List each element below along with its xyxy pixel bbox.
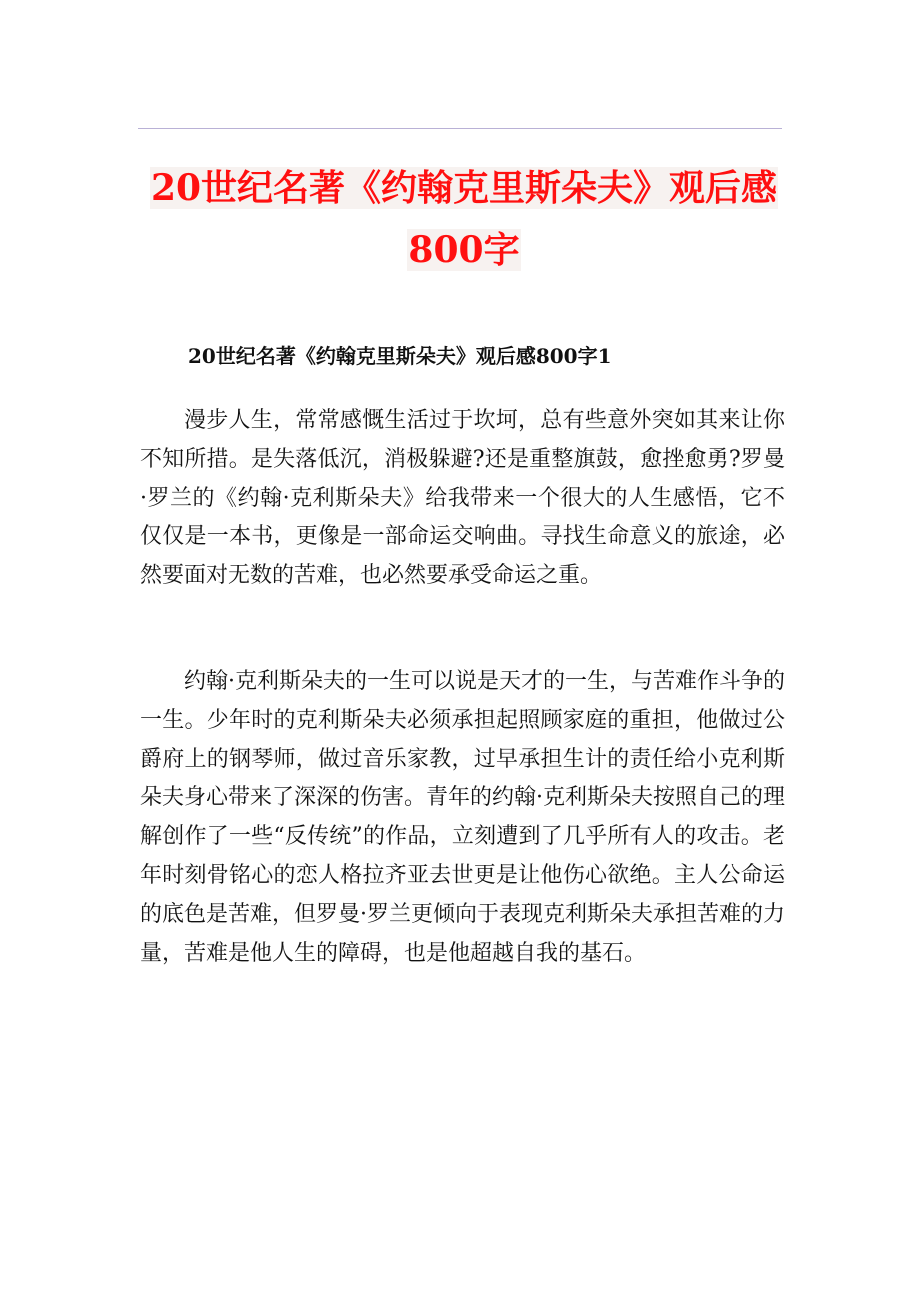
paragraph-1: 漫步人生，常常感慨生活过于坎坷，总有些意外突如其来让你不知所措。是失落低沉，消极躲避?还是重整旗鼓，愈挫愈勇?罗曼·罗兰的《约翰·克利斯朵夫》给我带来一个很大的人生感悟，它不仅仅是一本书，更像是一部命运交响曲。寻找生命意义的旅途，必然要面对无数的苦难，也必然要承受命运之重。 <box>140 408 785 589</box>
page-title-text: 20世纪名著《约翰克里斯朵夫》观后感800字 <box>150 167 778 271</box>
top-divider <box>138 128 782 129</box>
section-heading: 20世纪名著《约翰克里斯朵夫》观后感800字1 <box>188 344 612 368</box>
page-title <box>139 157 789 281</box>
paragraph-2: 约翰·克利斯朵夫的一生可以说是天才的一生，与苦难作斗争的一生。少年时的克利斯朵夫必须承担起照顾家庭的重担，他做过公爵府上的钢琴师，做过音乐家教，过早承担生计的责任给小克利斯朵夫身心带来了深深的伤害。青年的约翰·克利斯朵夫按照自己的理解创作了一些“反传统”的作品，立刻遭到了几乎所有人的攻击。老年时刻骨铭心的恋人格拉齐亚去世更是让他伤心欲绝。主人公命运的底色是苦难，但罗曼·罗兰更倾向于表现克利斯朵夫承担苦难的力量，苦难是他人生的障碍，也是他超越自我的基石。 <box>140 669 785 966</box>
